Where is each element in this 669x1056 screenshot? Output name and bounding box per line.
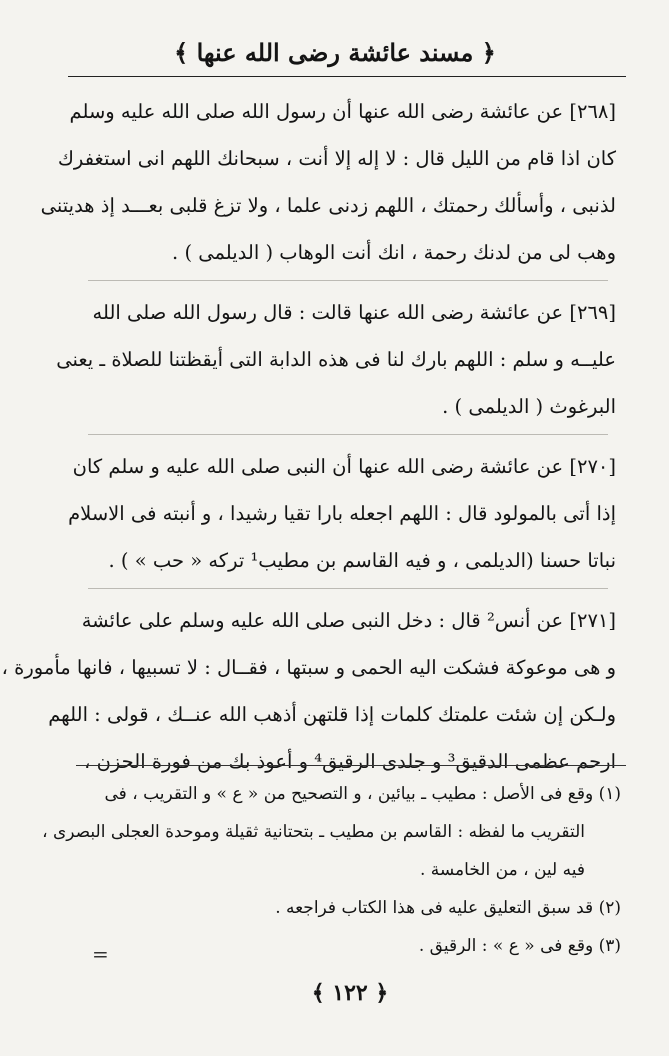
- footnote-1: (١) وقع فى الأصل : مطيب ـ بيائين ، و التصحيح من « ع » و التقريب ، فى: [104, 784, 621, 804]
- text-line: البرغوث ( الديلمى ) .: [442, 395, 616, 418]
- running-head: ﴿ مسند عائشة رضى الله عنها ﴾: [174, 38, 496, 67]
- text-line: وهب لى من لدنك رحمة ، انك أنت الوهاب ( الديلمى ) .: [172, 241, 616, 264]
- footnote-3: (٣) وقع فى « ع » : الرقيق .: [418, 936, 621, 956]
- text-line: [٢٦٩] عن عائشة رضى الله عنها قالت : قال رسول الله صلى الله: [92, 301, 616, 324]
- footnotes: [42, 775, 621, 965]
- text-line: و هى موعوكة فشكت اليه الحمى و سبتها ، فقــال : لا تسبيها ، فانها مأمورة ،: [1, 656, 616, 679]
- text-line: عليــه و سلم : اللهم بارك لنا فى هذه الدابة التى أيقظتنا للصلاة ـ يعنى: [56, 348, 616, 371]
- entry-separator: [88, 434, 608, 435]
- page-number: ﴿ ١٢٢ ﴾: [311, 980, 389, 1006]
- text-line: [٢٧٠] عن عائشة رضى الله عنها أن النبى صلى الله عليه و سلم كان: [72, 455, 616, 478]
- body-text: [1, 88, 616, 785]
- text-line: نباتا حسنا (الديلمى ، و فيه القاسم بن مطيب¹ تركه « حب » ) .: [108, 549, 616, 572]
- header-rule: [68, 76, 626, 77]
- margin-mark: =: [92, 942, 109, 966]
- entry-separator: [88, 280, 608, 281]
- footnote-rule: [76, 765, 626, 766]
- text-line: ولـكن إن شئت علمتك كلمات إذا قلتهن أذهب الله عنــك ، قولى : اللهم: [48, 703, 616, 726]
- footnote-1-continued: التقريب ما لفظه : القاسم بن مطيب ـ بتحتانية ثقيلة وموحدة العجلى البصرى ،: [42, 822, 585, 842]
- text-line: [٢٧١] عن أنس² قال : دخل النبى صلى الله عليه وسلم على عائشة: [81, 609, 616, 632]
- text-line: كان اذا قام من الليل قال : لا إله إلا أنت ، سبحانك اللهم انى استغفرك: [57, 147, 616, 170]
- footnote-1-continued: فيه لين ، من الخامسة .: [419, 860, 585, 880]
- text-line: ارحم عظمى الدقيق³ و جلدى الرقيق⁴ و أعوذ بك من فورة الحزن ،: [84, 750, 616, 773]
- text-line: إذا أتى بالمولود قال : اللهم اجعله بارا تقيا رشيدا ، و أنبته فى الاسلام: [68, 502, 616, 525]
- text-line: [٢٦٨] عن عائشة رضى الله عنها أن رسول الله صلى الله عليه وسلم: [69, 100, 616, 123]
- text-line: لذنبى ، وأسألك رحمتك ، اللهم زدنى علما ، ولا تزغ قلبى بعـــد إذ هديتنى: [40, 194, 616, 217]
- footnote-2: (٢) قد سبق التعليق عليه فى هذا الكتاب فراجعه .: [275, 898, 621, 918]
- entry-separator: [88, 588, 608, 589]
